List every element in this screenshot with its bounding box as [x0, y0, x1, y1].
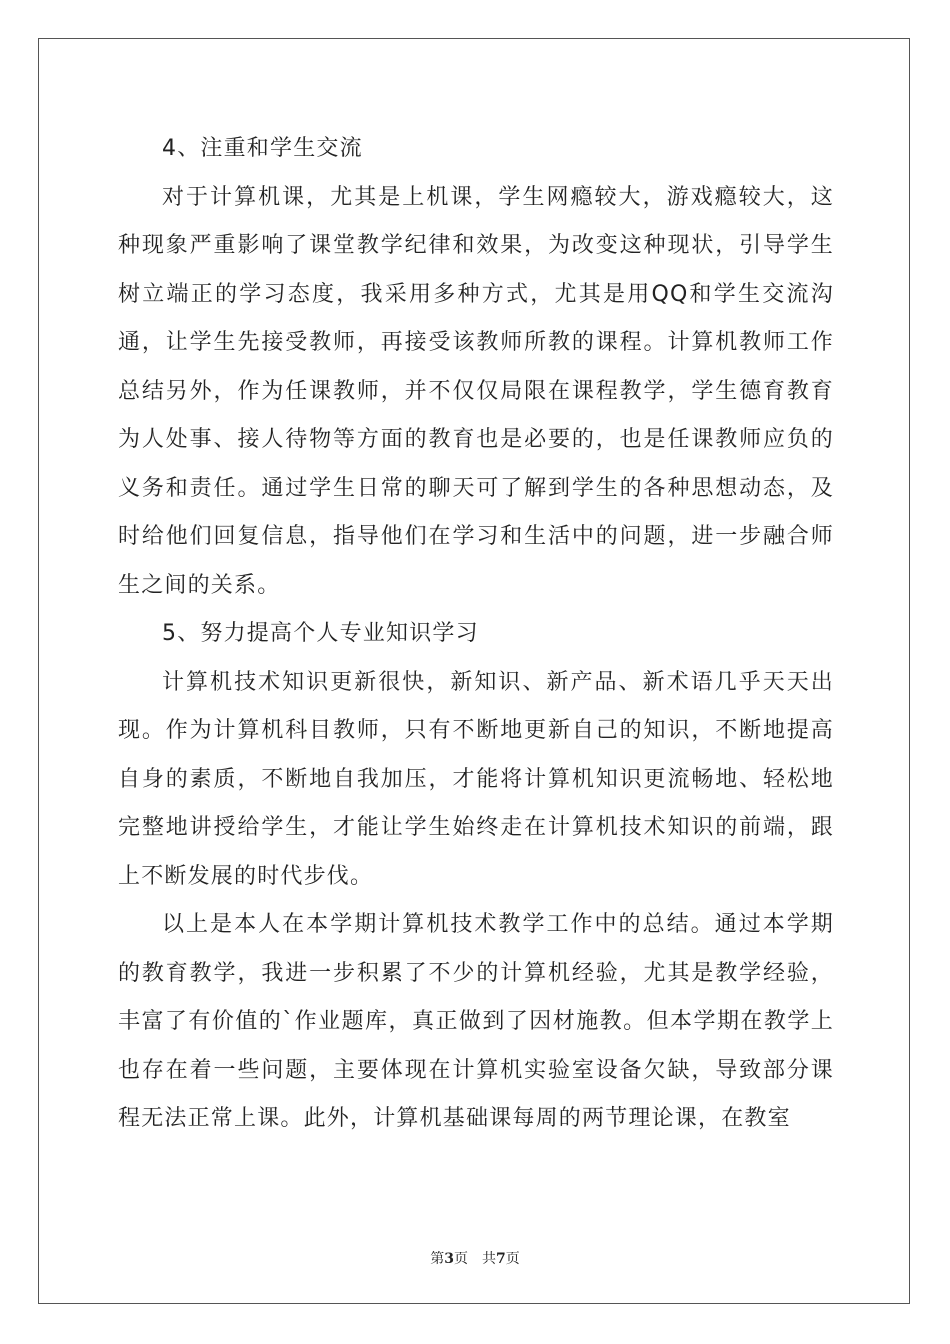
paragraph-summary: 以上是本人在本学期计算机技术教学工作中的总结。通过本学期的教育教学，我进一步积累了不少的计算机经验，尤其是教学经验，丰富了有价值的`作业题库，真正做到了因材施教。但本学期在教学上也存在着一些问题，主要体现在计算机实验室设备欠缺，导致部分课程无法正常上课。此外，计算机基础课每周的两节理论课，在教室 [118, 912, 834, 1131]
footer-page-number: 3 [444, 1251, 454, 1267]
footer-total-prefix: 共 [482, 1251, 496, 1267]
footer-page-suffix: 页 [454, 1251, 468, 1267]
footer-page-prefix: 第 [430, 1251, 445, 1267]
page-footer [0, 1248, 950, 1268]
paragraph-communication: 对于计算机课，尤其是上机课，学生网瘾较大，游戏瘾较大，这种现象严重影响了课堂教学纪律和效果，为改变这种现状，引导学生树立端正的学习态度，我采用多种方式，尤其是用QQ和学生交流沟通，让学生先接受教师，再接受该教师所教的课程。计算机教师工作总结另外，作为任课教师，并不仅仅局限在课程教学，学生德育教育为人处事、接人待物等方面的教育也是必要的，也是任课教师应负的义务和责任。通过学生日常的聊天可了解到学生的各种思想动态，及时给他们回复信息，指导他们在学习和生活中的问题，进一步融合师生之间的关系。 [118, 184, 834, 598]
paragraph-professional-learning: 计算机技术知识更新很快，新知识、新产品、新术语几乎天天出现。作为计算机科目教师，只有不断地更新自己的知识，不断地提高自身的素质，不断地自我加压，才能将计算机知识更流畅地、轻松地完整地讲授给学生，才能让学生始终走在计算机技术知识的前端，跟上不断发展的时代步伐。 [118, 669, 834, 889]
section-heading-5: 5、努力提高个人专业知识学习 [162, 621, 479, 646]
document-body [118, 125, 834, 1144]
footer-total-number: 7 [496, 1251, 506, 1267]
section-heading-4: 4、注重和学生交流 [162, 136, 363, 161]
footer-total-suffix: 页 [505, 1251, 520, 1267]
